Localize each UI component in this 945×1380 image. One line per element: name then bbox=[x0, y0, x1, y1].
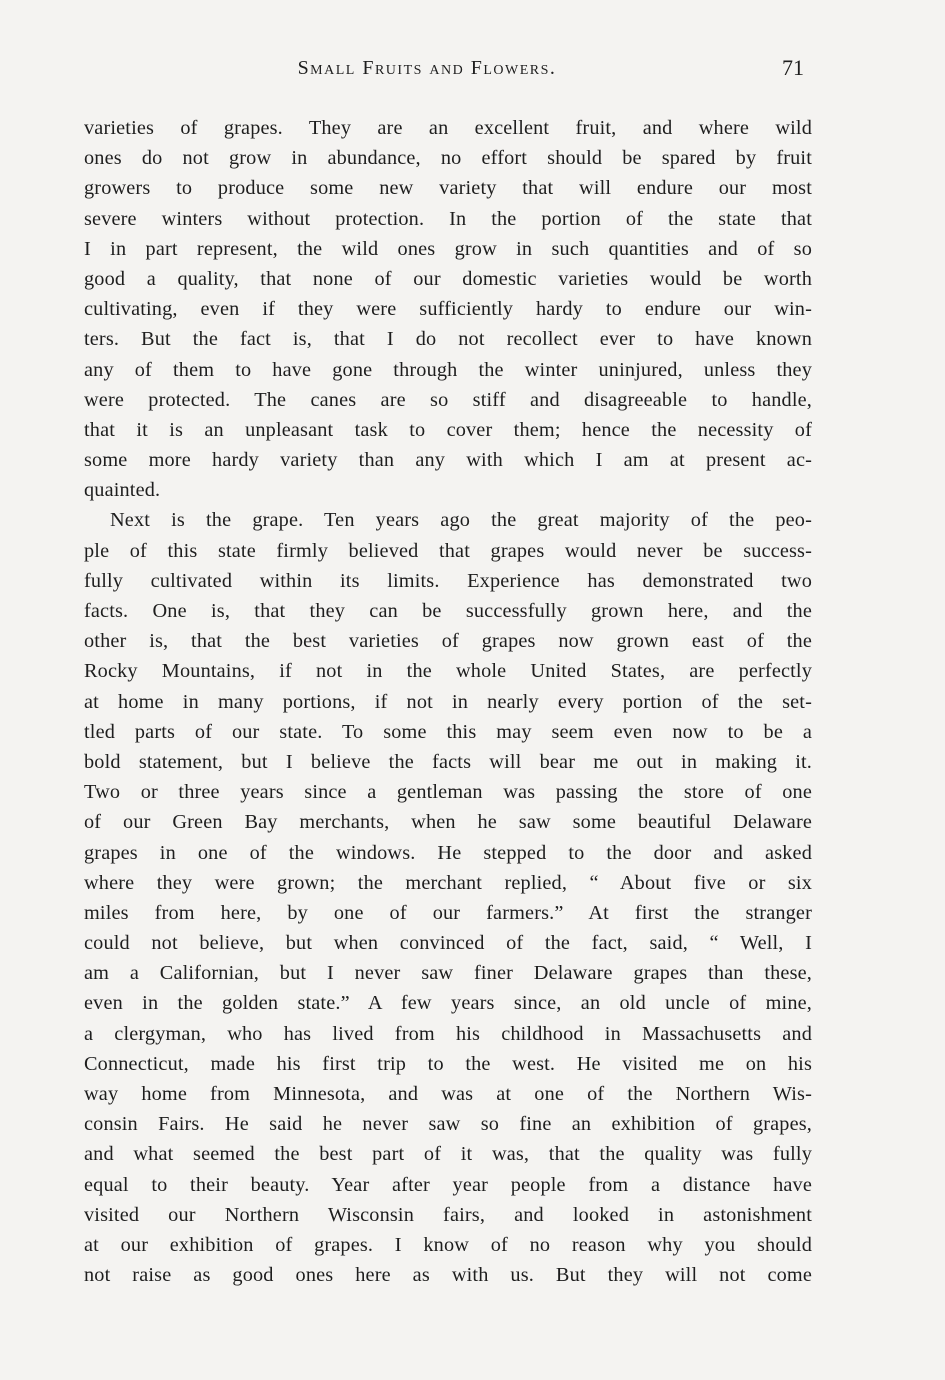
text-line: even in the golden state.” A few years since, an old uncle of mine, bbox=[84, 992, 812, 1015]
text-line: fully cultivated within its limits. Experience has demonstrated two bbox=[84, 569, 812, 592]
body-text bbox=[84, 113, 812, 1290]
text-line: way home from Minnesota, and was at one of the Northern Wis- bbox=[84, 1083, 812, 1105]
text-line: equal to their beauty. Year after year people from a distance have bbox=[84, 1173, 812, 1196]
text-line: severe winters without protection. In the portion of the state that bbox=[84, 207, 812, 230]
text-line: any of them to have gone through the winter uninjured, unless they bbox=[84, 358, 812, 381]
running-head bbox=[82, 55, 812, 85]
text-line: could not believe, but when convinced of the fact, said, “ Well, I bbox=[84, 932, 812, 955]
text-line: visited our Northern Wisconsin fairs, and looked in astonishment bbox=[84, 1203, 812, 1226]
text-line: Connecticut, made his first trip to the west. He visited me on his bbox=[84, 1052, 812, 1075]
text-line: Two or three years since a gentleman was passing the store of one bbox=[84, 781, 812, 804]
text-line: at home in many portions, if not in nearly every portion of the set- bbox=[84, 690, 812, 713]
text-line: tled parts of our state. To some this may seem even now to be a bbox=[84, 720, 812, 743]
text-line: a clergyman, who has lived from his childhood in Massachusetts and bbox=[84, 1022, 812, 1045]
text-line: at our exhibition of grapes. I know of no reason why you should bbox=[84, 1233, 812, 1256]
text-line: grapes in one of the windows. He stepped to the door and asked bbox=[84, 841, 812, 864]
text-line: other is, that the best varieties of grapes now grown east of the bbox=[84, 630, 812, 653]
text-line: ones do not grow in abundance, no effort should be spared by fruit bbox=[84, 147, 812, 170]
text-line: that it is an unpleasant task to cover them; hence the necessity of bbox=[84, 418, 812, 441]
text-line: facts. One is, that they can be successfully grown here, and the bbox=[84, 600, 812, 622]
page-number: 71 bbox=[782, 55, 804, 80]
text-line: cultivating, even if they were sufficiently hardy to endure our win- bbox=[84, 298, 812, 321]
paragraph-first-line: Next is the grape. Ten years ago the great majority of the peo- bbox=[110, 509, 812, 532]
text-line: quainted. bbox=[84, 479, 161, 502]
text-line: am a Californian, but I never saw finer Delaware grapes than these, bbox=[84, 962, 812, 985]
text-line: where they were grown; the merchant replied, “ About five or six bbox=[84, 871, 812, 894]
text-line: varieties of grapes. They are an excellent fruit, and where wild bbox=[84, 117, 812, 139]
text-line: and what seemed the best part of it was, that the quality was fully bbox=[84, 1143, 812, 1166]
text-line: ters. But the fact is, that I do not recollect ever to have known bbox=[84, 328, 812, 351]
text-line: some more hardy variety than any with which I am at present ac- bbox=[84, 449, 812, 472]
text-line: consin Fairs. He said he never saw so fine an exhibition of grapes, bbox=[84, 1113, 812, 1136]
text-line: of our Green Bay merchants, when he saw some beautiful Delaware bbox=[84, 811, 812, 834]
text-line: growers to produce some new variety that will endure our most bbox=[84, 177, 812, 200]
text-line: were protected. The canes are so stiff and disagreeable to handle, bbox=[84, 388, 812, 411]
text-line: bold statement, but I believe the facts will bear me out in making it. bbox=[84, 750, 812, 773]
text-line: good a quality, that none of our domestic varieties would be worth bbox=[84, 267, 812, 290]
text-line: Rocky Mountains, if not in the whole United States, are perfectly bbox=[84, 660, 812, 683]
text-line: I in part represent, the wild ones grow in such quantities and of so bbox=[84, 237, 812, 260]
text-line: not raise as good ones here as with us. But they will not come bbox=[84, 1264, 812, 1287]
running-title: Small Fruits and Flowers. bbox=[297, 57, 557, 79]
text-line: miles from here, by one of our farmers.” At first the stranger bbox=[84, 901, 812, 924]
text-line: ple of this state firmly believed that grapes would never be success- bbox=[84, 539, 812, 562]
